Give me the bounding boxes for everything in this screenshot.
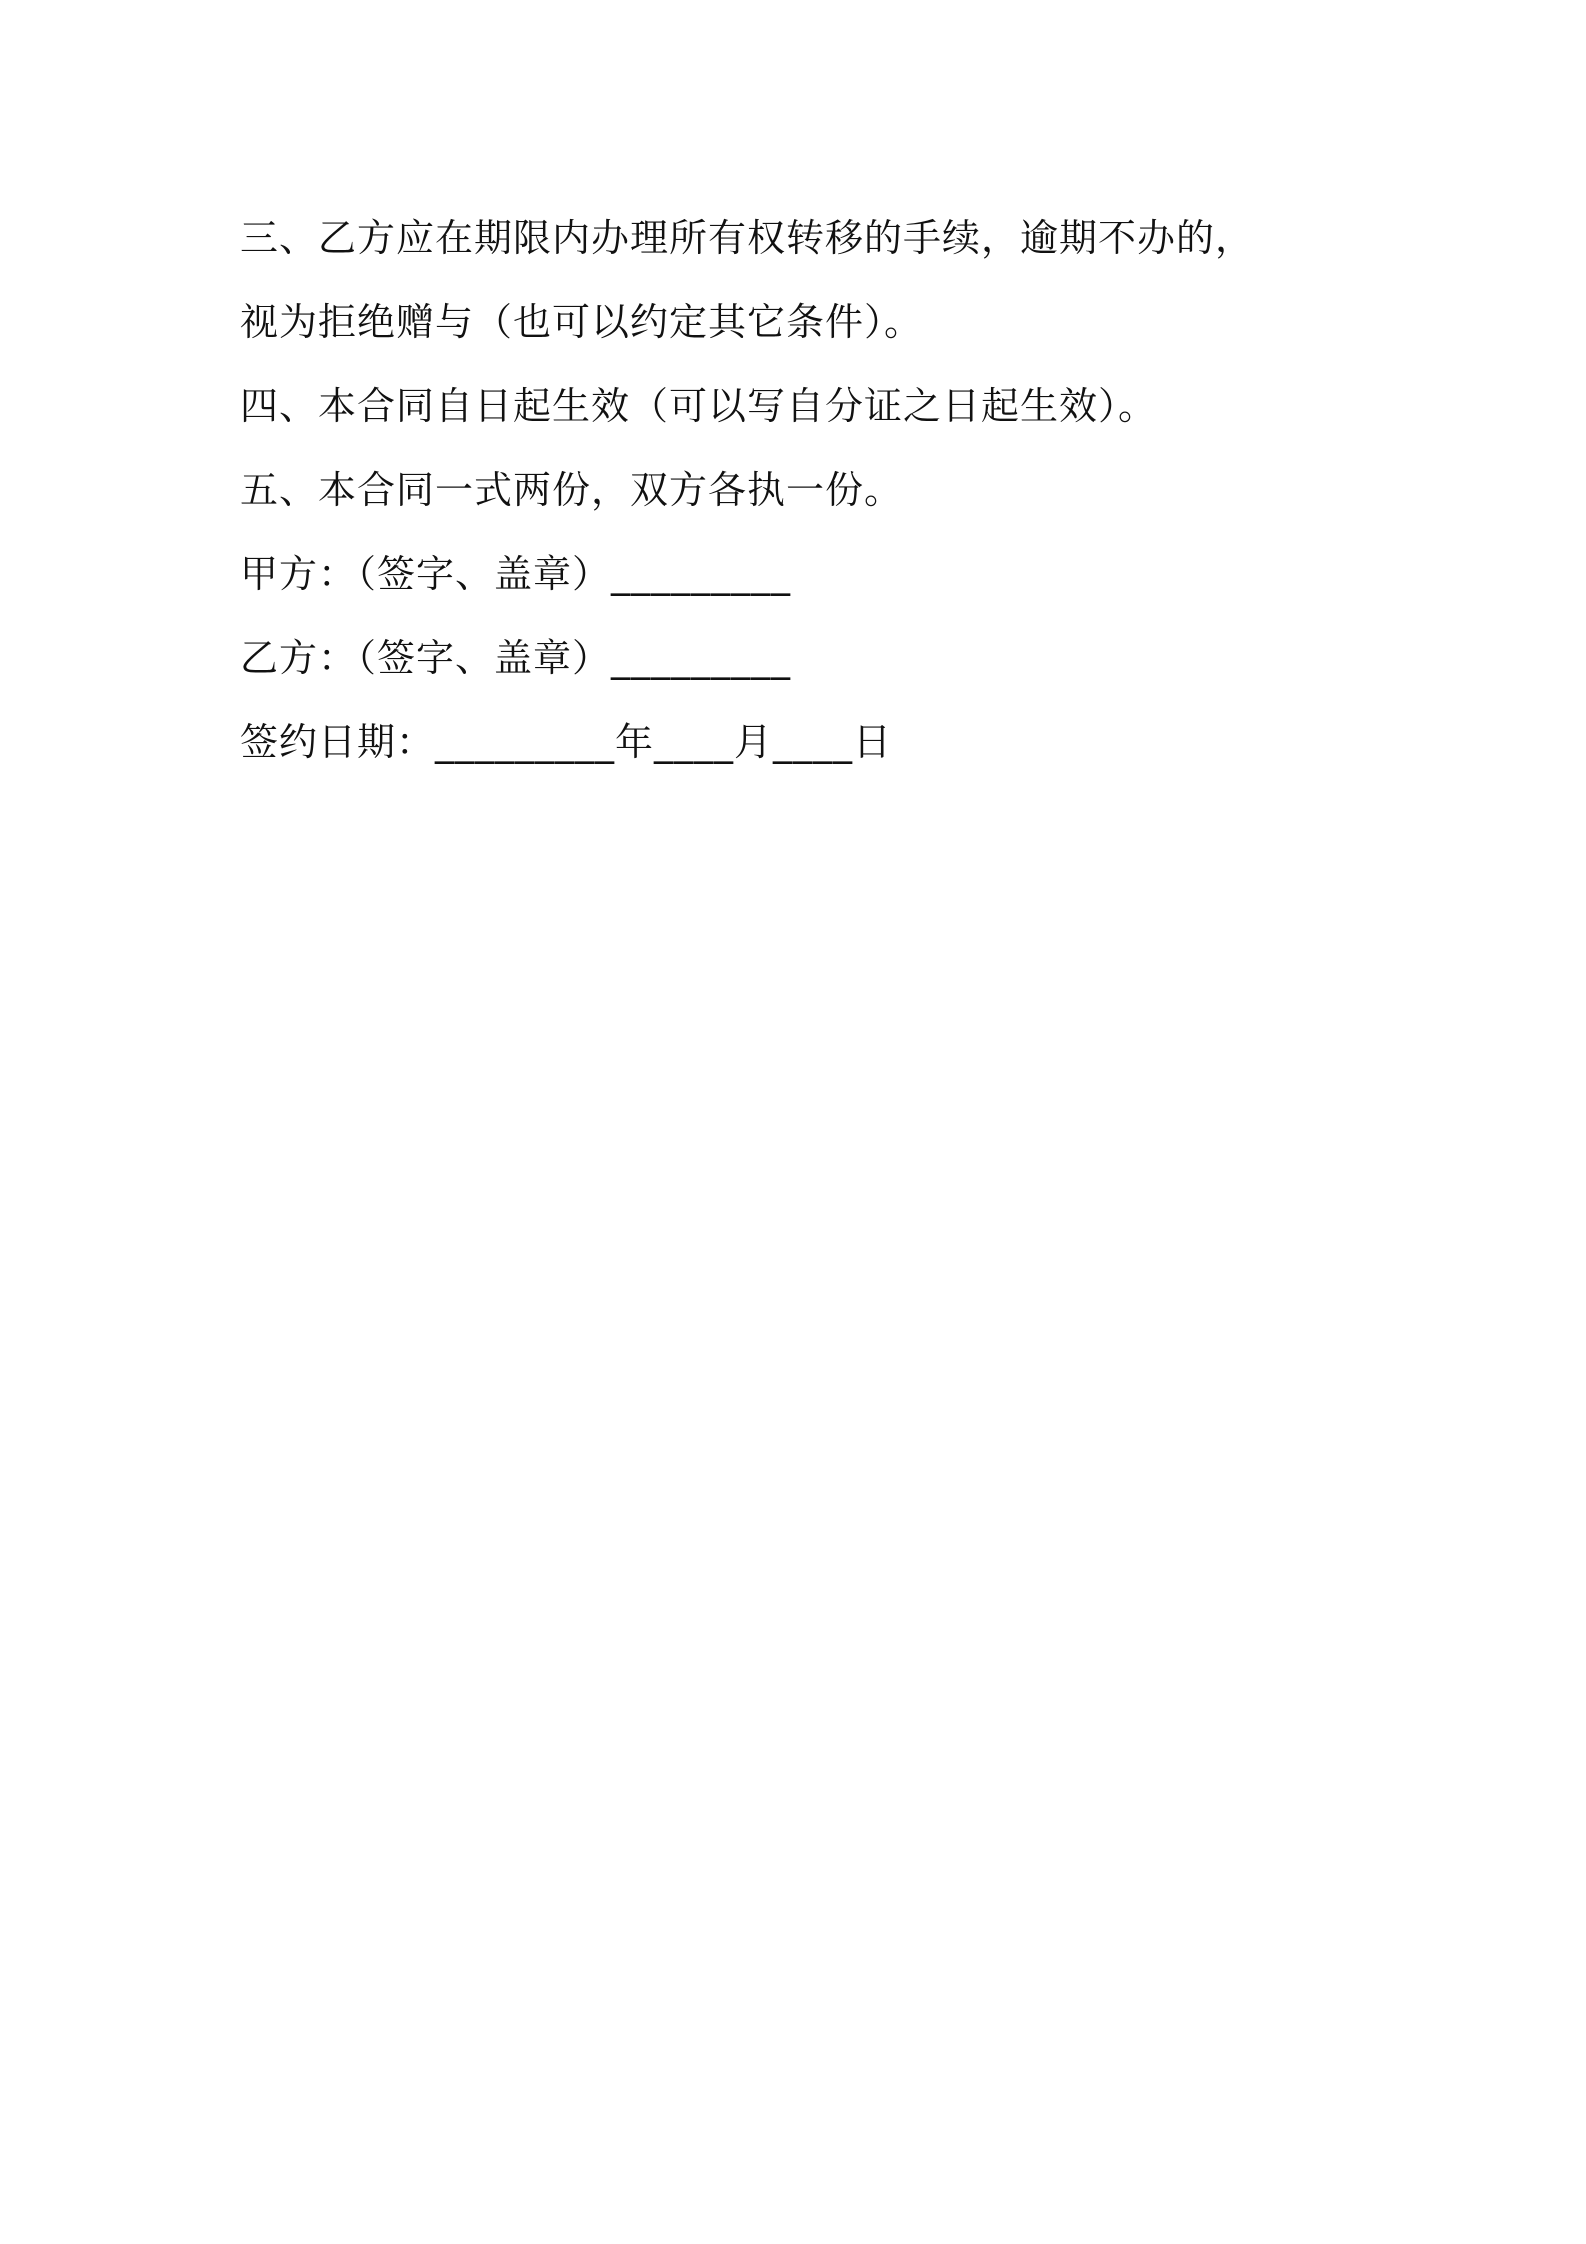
party-b-signature-line: 乙方：（签字、盖章）_________ [240, 636, 792, 680]
clause-five: 五、本合同一式两份，双方各执一份。 [240, 468, 904, 512]
contract-body [240, 196, 1360, 784]
clause-three-line-1: 三、乙方应在期限内办理所有权转移的手续，逾期不办的， [240, 216, 1255, 260]
clause-four: 四、本合同自日起生效（可以写自分证之日起生效）。 [240, 384, 1158, 428]
party-a-signature-line: 甲方：（签字、盖章）_________ [240, 552, 792, 596]
signing-date-line: 签约日期：_________年____月____日 [240, 720, 893, 764]
clause-three-line-2: 视为拒绝赠与（也可以约定其它条件）。 [240, 300, 924, 344]
